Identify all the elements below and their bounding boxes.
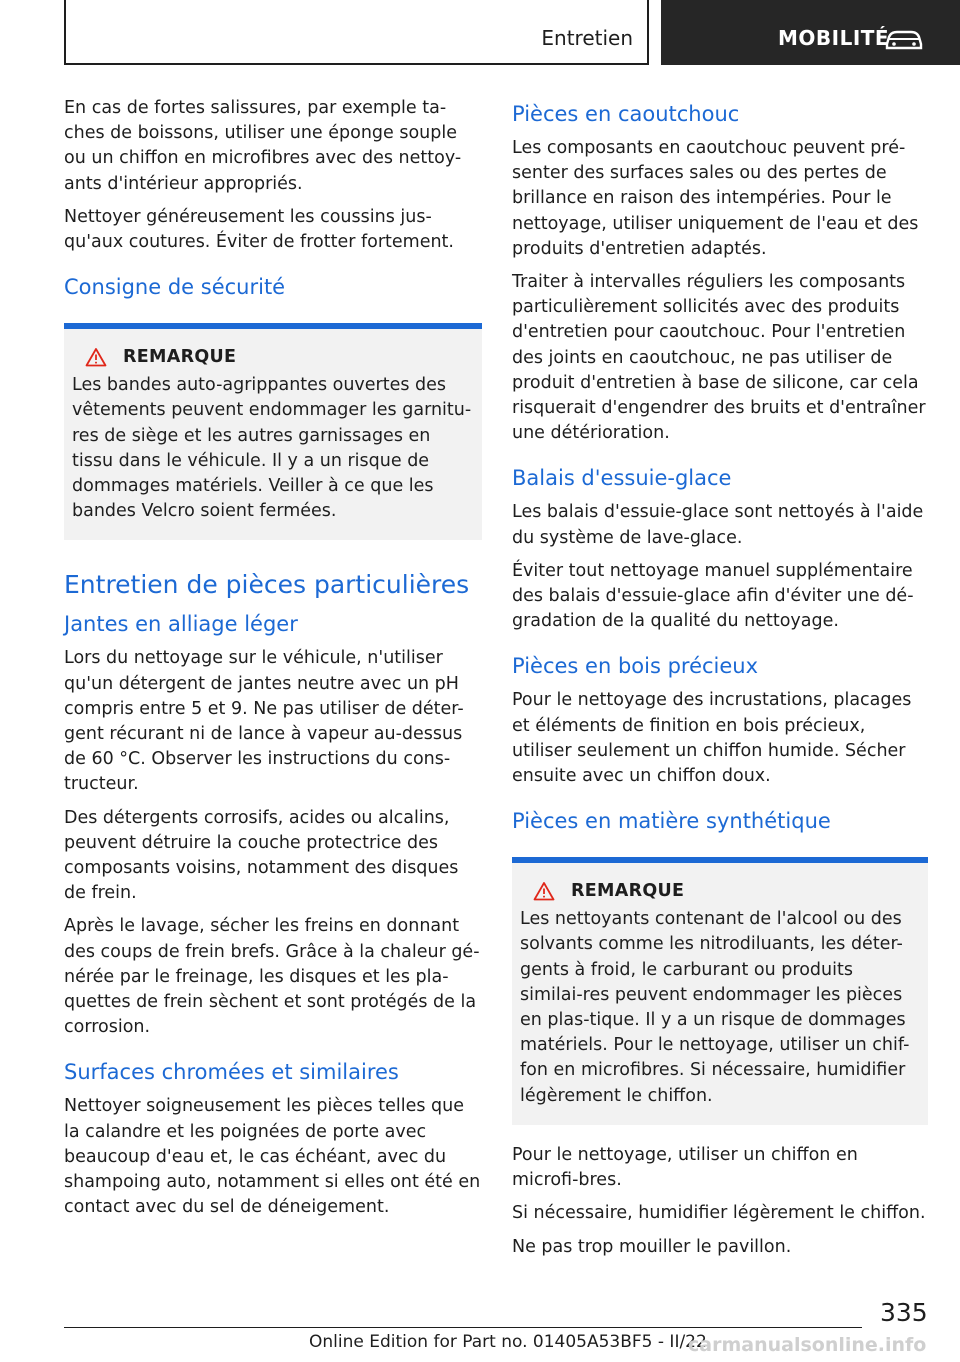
paragraph: Les balais d'essuie-glace sont nettoyés à l'aide du système de lave-glace. — [512, 502, 924, 548]
paragraph: Si nécessaire, humidifier légèrement le chiffon. — [512, 1203, 926, 1224]
notice-text: Les nettoyants contenant de l'alcool ou des solvants comme les nitrodiluants, les déter-gents à froid, le carburant ou produits similai-res peuvent endommager les pièces en plas-tique. Il y a un risque de dommages matériels. Pour le nettoyage, utiliser un chif-fon en microfibres. Si nécessaire, humidifier légèrement le chiffon. — [520, 909, 910, 1106]
warning-icon — [533, 881, 555, 901]
heading-wiper: Balais d'essuie-glace — [512, 466, 732, 491]
paragraph: Les composants en caoutchouc peuvent pré-senter des surfaces sales ou des pertes de brillance en raison des intempéries. Pour le nettoyage, utiliser uniquement de l'eau et des produits d'entretien adaptés. — [512, 138, 919, 259]
notice-box — [64, 323, 482, 540]
footer-divider — [64, 1327, 862, 1328]
notice-title: REMARQUE — [123, 347, 237, 368]
paragraph: En cas de fortes salissures, par exemple ta-ches de boissons, utiliser une éponge souple ou un chiffon en microfibres avec des nettoy-ants d'intérieur appropriés. — [64, 98, 462, 194]
paragraph: Pour le nettoyage des incrustations, placages et éléments de finition en bois précieux, utiliser seulement un chiffon humide. Sécher ensuite avec un chiffon doux. — [512, 690, 912, 787]
paragraph: Nettoyer soigneusement les pièces telles que la calandre et les poignées de porte avec beaucoup d'eau et, le cas échéant, avec du shampoing auto, notamment si elles ont été en contact avec du sel de déneigement. — [64, 1096, 481, 1218]
paragraph: Éviter tout nettoyage manuel supplémentaire des balais d'essuie-glace afin d'éviter une dé-gradation de la qualité du nettoyage. — [512, 560, 914, 632]
paragraph: Ne pas trop mouiller le pavillon. — [512, 1236, 792, 1257]
car-icon — [883, 28, 925, 52]
warning-icon — [85, 347, 107, 367]
heading-plastic: Pièces en matière synthétique — [512, 809, 831, 834]
header-chapter-label: MOBILITÉ — [778, 26, 890, 50]
paragraph: Pour le nettoyage, utiliser un chiffon en microfi-bres. — [512, 1144, 858, 1191]
paragraph: Des détergents corrosifs, acides ou alcalins, peuvent détruire la couche protectrice des composants voisins, notamment des disques de frein. — [64, 807, 459, 904]
notice-box — [512, 857, 928, 1125]
right-column — [512, 96, 928, 1268]
footer-edition: Online Edition for Part no. 01405A53BF5 - II/22 — [309, 1332, 707, 1352]
header-section-tab — [64, 0, 649, 65]
heading-safety: Consigne de sécurité — [64, 275, 286, 300]
page-number: 335 — [880, 1298, 928, 1327]
notice-header — [72, 347, 474, 367]
paragraph: Lors du nettoyage sur le véhicule, n'utiliser qu'un détergent de jantes neutre avec un pH compris entre 5 et 9. Ne pas utiliser de déter-gent récurant ni de lance à vapeur au-dessus de 60 °C. Observer les instructions du cons-tructeur. — [64, 648, 464, 795]
notice-title: REMARQUE — [571, 881, 685, 902]
heading-main: Entretien de pièces particulières — [64, 570, 470, 600]
paragraph: Nettoyer généreusement les coussins jus-qu'aux coutures. Éviter de frotter fortement. — [64, 206, 454, 253]
paragraph: Après le lavage, sécher les freins en donnant des coups de frein brefs. Grâce à la chaleur gé-nérée par le freinage, les disques et les pla-quettes de frein sèchent et sont protégés de la corrosion. — [64, 916, 480, 1038]
left-column — [64, 96, 482, 1229]
notice-header — [520, 881, 920, 901]
header-section-label: Entretien — [541, 26, 633, 50]
notice-text: Les bandes auto-agrippantes ouvertes des vêtements peuvent endommager les garnitu-res de siège et les autres garnissages en tissu dans le véhicule. Il y a un risque de dommages matériels. Veiller à ce que les bandes Velcro soient fermées. — [72, 375, 472, 522]
watermark: carmanualsonline.info — [688, 1334, 927, 1356]
heading-chrome: Surfaces chromées et similaires — [64, 1060, 399, 1085]
heading-rims: Jantes en alliage léger — [64, 612, 298, 637]
heading-rubber: Pièces en caoutchouc — [512, 102, 740, 126]
heading-wood: Pièces en bois précieux — [512, 654, 759, 679]
paragraph: Traiter à intervalles réguliers les composants particulièrement sollicités avec des produits d'entretien pour caoutchouc. Pour l'entretien des joints en caoutchouc, ne pas utiliser de produit d'entretien à base de silicone, car cela risquerait d'engendrer des bruits et d'entraîner une détérioration. — [512, 272, 926, 444]
